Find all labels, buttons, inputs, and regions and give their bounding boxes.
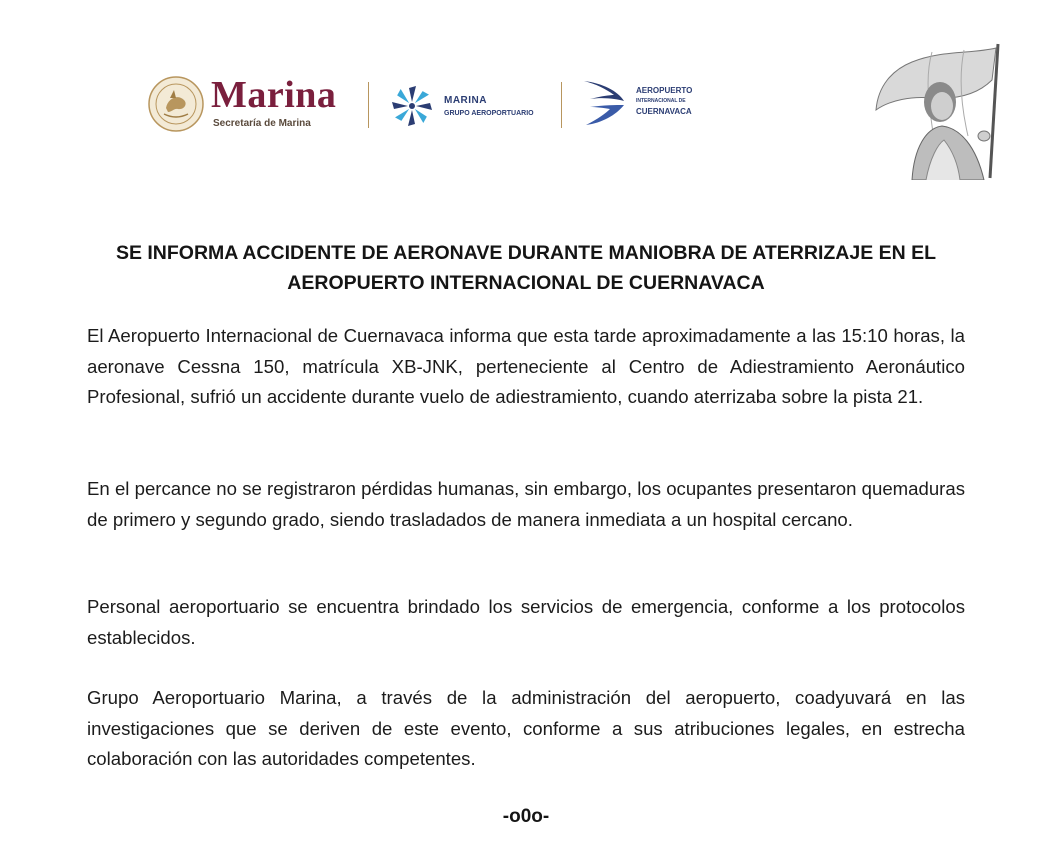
grupo-logo-subtitle: GRUPO AEROPORTUARIO [444,110,534,117]
grupo-aeroportuario-icon [388,82,436,130]
body-paragraph: Personal aeroportuario se encuentra brindado los servicios de emergencia, conforme a los protocolos establecidos. [87,596,965,648]
airport-logo-line1: AEROPUERTO [636,86,693,95]
body-paragraph: Grupo Aeroportuario Marina, a través de la administración del aeropuerto, coadyuvará en las investigaciones que se deriven de este evento, conforme a sus atribuciones legales, en estrecha colaboración con las autoridades competentes. [87,687,965,769]
title-line: SE INFORMA ACCIDENTE DE AERONAVE DURANTE MANIOBRA DE ATERRIZAJE EN EL [115,242,937,264]
letterhead [0,0,1052,200]
airport-logo-line3: CUERNAVACA [636,107,692,116]
logo-divider [561,82,562,128]
body-paragraph: El Aeropuerto Internacional de Cuernavaca informa que esta tarde aproximadamente a las 15:10 horas, la aeronave Cessna 150, matrícula XB-JNK, perteneciente al Centro de Adiestramiento Aeronáutico Profesional, sufrió un accidente durante vuelo de adiestramiento, cuando aterrizaba sobre la pista 21. [87,325,965,407]
marina-subtitle: Secretaría de Marina [213,118,311,129]
marina-wordmark: Marina [211,74,337,116]
national-seal-icon [148,76,204,132]
title-line: AEROPUERTO INTERNACIONAL DE CUERNAVACA [287,272,765,294]
airport-swoosh-icon [580,77,628,129]
closing-mark: -o0o- [502,806,550,827]
document-title [60,238,992,298]
grupo-logo-title: MARINA [444,95,487,106]
logo-divider [368,82,369,128]
flag-portrait-illustration [872,40,1012,180]
airport-logo-line2: INTERNACIONAL DE [636,98,686,104]
body-paragraph: En el percance no se registraron pérdidas humanas, sin embargo, los ocupantes presentaron quemaduras de primero y segundo grado, siendo trasladados de manera inmediata a un hospital cercano. [87,478,965,530]
